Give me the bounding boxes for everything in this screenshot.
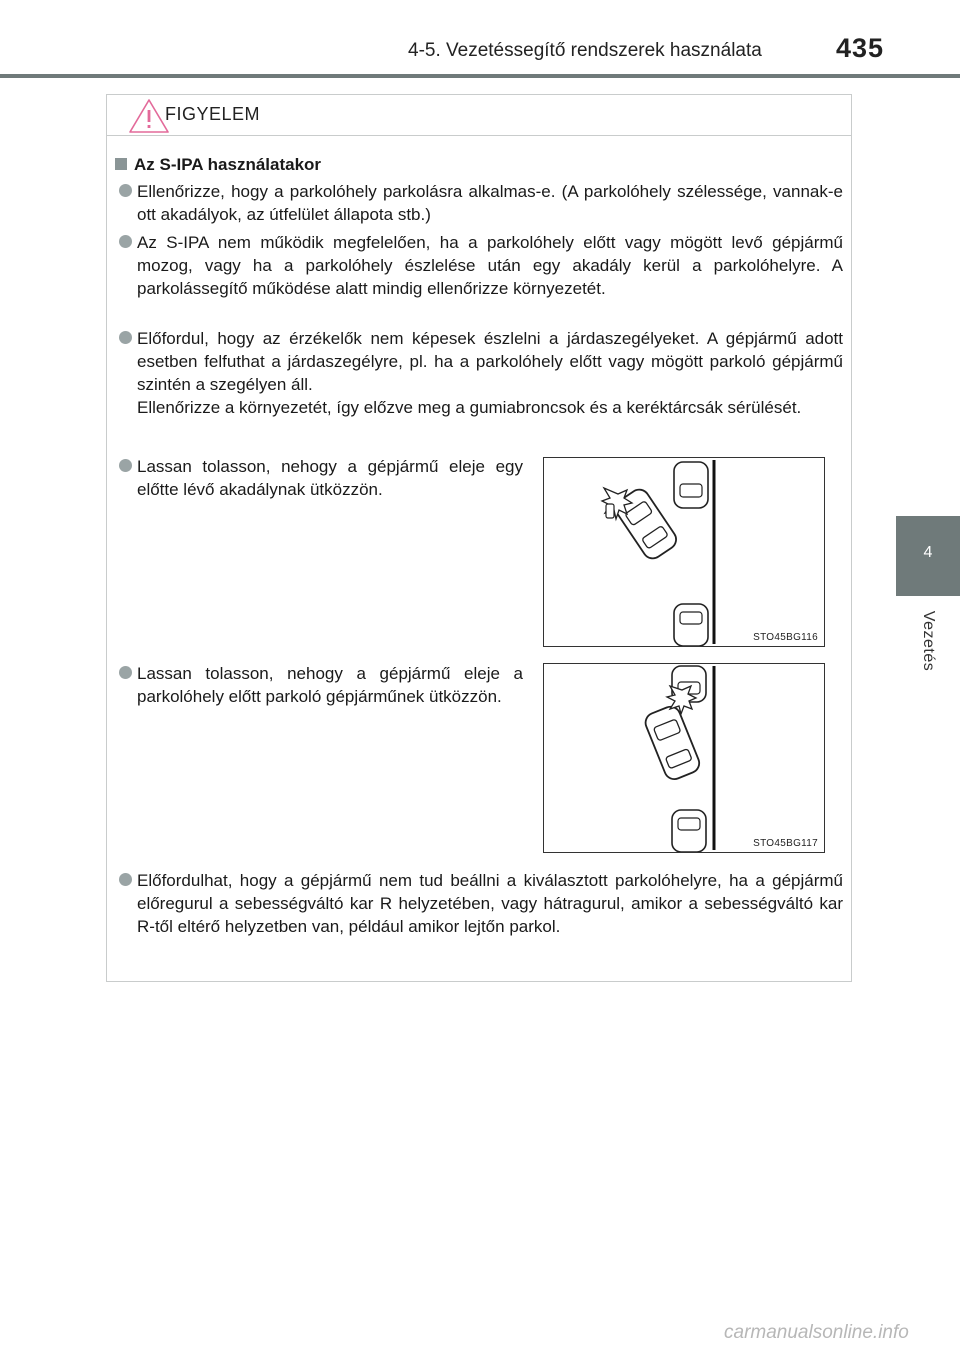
section-heading [115, 155, 321, 175]
bullet-item [137, 327, 843, 419]
page-number: 435 [836, 33, 885, 63]
chapter-label-container [916, 604, 940, 684]
car-collision-illustration [544, 458, 824, 646]
section-header-title: 4-5. Vezetéssegítő rendszerek használata [408, 40, 762, 61]
section-heading-text: Az S-IPA használatakor [134, 155, 322, 174]
warning-label: FIGYELEM [165, 104, 261, 124]
bullet-dot-icon [119, 666, 132, 679]
figure-code: STO45BG117 [753, 838, 818, 849]
watermark-text: carmanualsonline.info [724, 1322, 909, 1343]
bullet-text-continued: Ellenőrizze a környezetét, így előzve meg a gumiabroncsok és a keréktárcsák sérülését. [137, 398, 802, 417]
bullet-item [137, 455, 523, 501]
bullet-item [137, 180, 843, 226]
bullet-item [137, 869, 843, 938]
bullet-dot-icon [119, 184, 132, 197]
car-collision-illustration [544, 664, 824, 852]
chapter-label: Vezetés [920, 610, 937, 672]
warning-header [107, 95, 851, 136]
bullet-text: Lassan tolasson, nehogy a gépjármű eleje egy előtte lévő akadálynak ütközzön. [137, 457, 523, 499]
bullet-text: Lassan tolasson, nehogy a gépjármű eleje a parkolóhely előtt parkoló gépjárműnek ütközzön. [137, 664, 523, 706]
bullet-dot-icon [119, 235, 132, 248]
bullet-dot-icon [119, 331, 132, 344]
bullet-dot-icon [119, 873, 132, 886]
bullet-dot-icon [119, 459, 132, 472]
bullet-item [137, 662, 523, 708]
bullet-text: Előfordul, hogy az érzékelők nem képesek észlelni a járdaszegélyeket. A gépjármű adott esetben felfuthat a járdaszegélyre, pl. ha a parkolóhely előtt vagy mögött parkoló gépjármű szintén a szegélyen áll. [137, 329, 843, 394]
bullet-text: Az S-IPA nem működik megfelelően, ha a parkolóhely előtt vagy mögött levő gépjármű mozog, vagy ha a parkolóhely észlelése után egy akadály kerül a parkolóhelyre. A parkolássegítő működése alatt mindig ellenőrizze környezetét. [137, 233, 843, 298]
header-divider [0, 74, 960, 78]
warning-box [106, 94, 852, 982]
bullet-text: Előfordulhat, hogy a gépjármű nem tud beállni a kiválasztott parkolóhelyre, ha a gépjármű előregurul a sebességváltó kar R helyzetében, vagy hátragurul, amikor a sebességváltó kar R-től eltérő helyzetben van, például amikor lejtőn parkol. [137, 871, 843, 936]
figure-reversing-parked-car [543, 663, 825, 853]
square-bullet-icon [115, 158, 127, 170]
figure-reversing-obstacle [543, 457, 825, 647]
chapter-tab [896, 516, 960, 596]
figure-code: STO45BG116 [753, 632, 818, 643]
bullet-item [137, 231, 843, 300]
chapter-number: 4 [923, 544, 933, 561]
bullet-text: Ellenőrizze, hogy a parkolóhely parkolásra alkalmas-e. (A parkolóhely szélessége, vannak-e ott akadályok, az útfelület állapota stb.) [137, 182, 843, 224]
